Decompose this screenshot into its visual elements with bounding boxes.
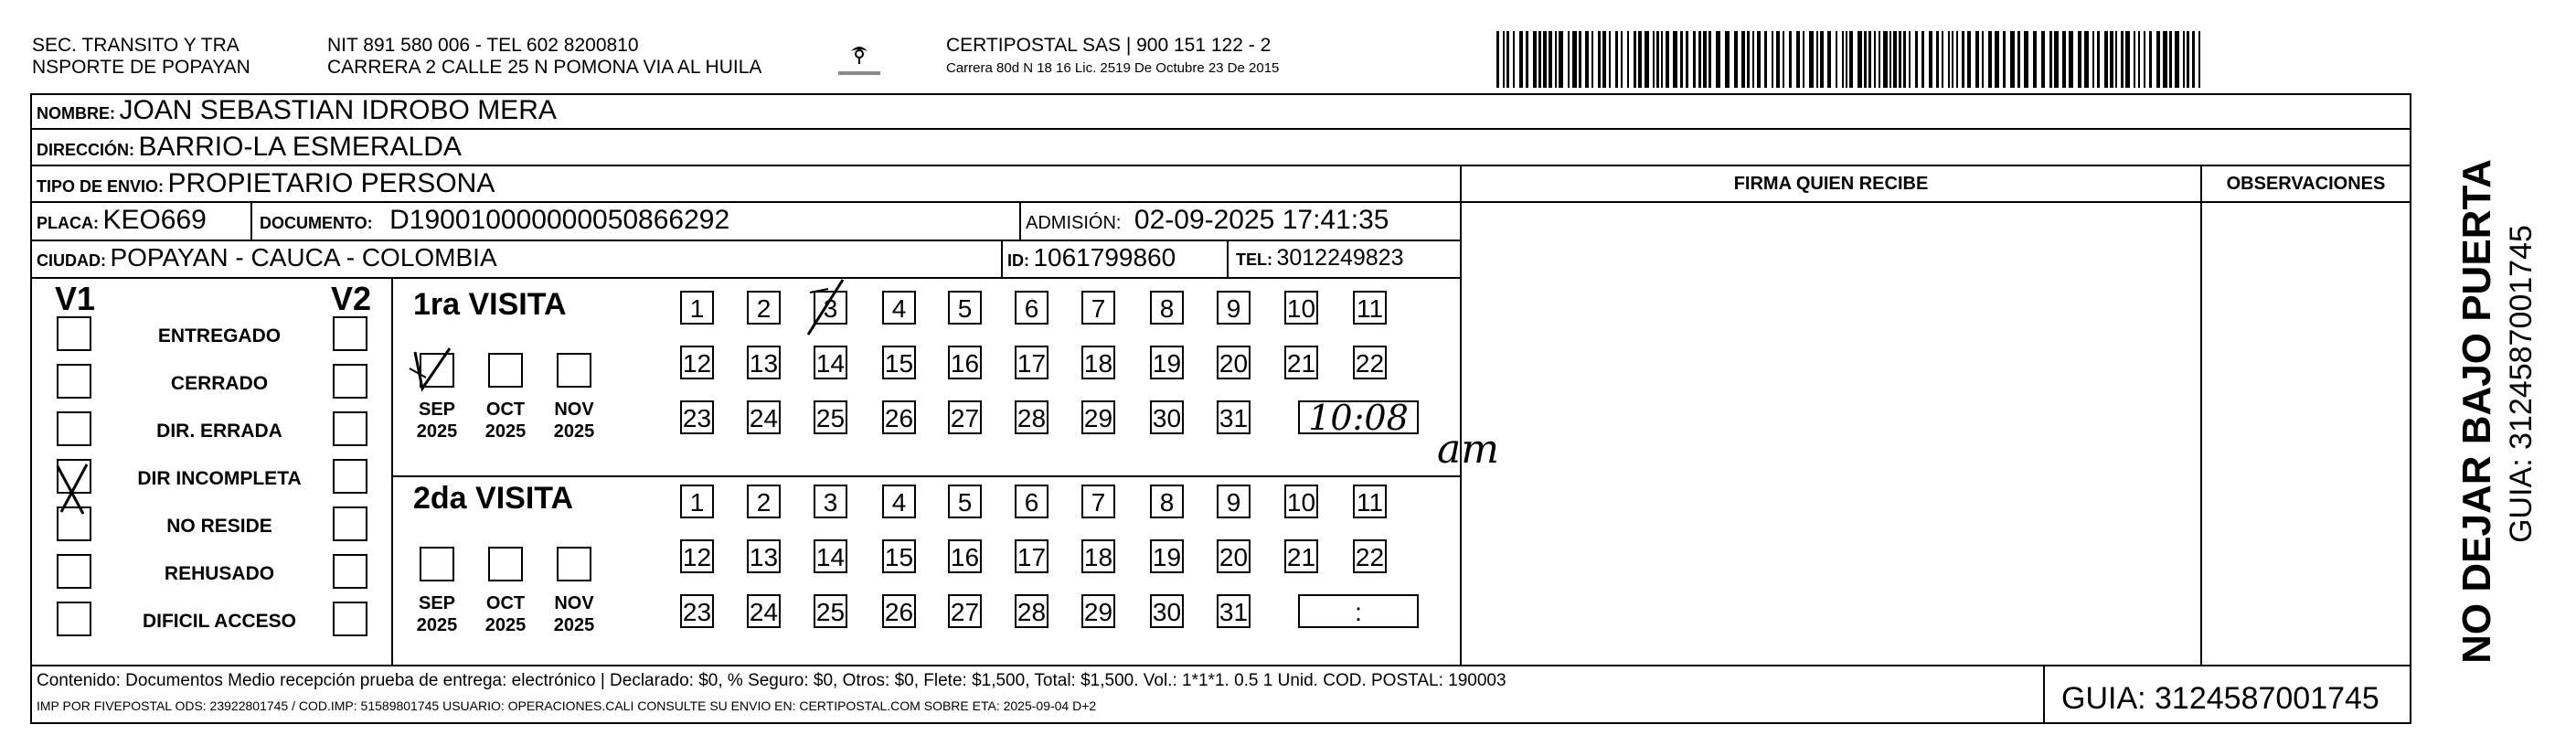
barcode-bar	[1506, 31, 1509, 88]
barcode-bar	[2175, 31, 2179, 88]
barcode-bar	[2097, 31, 2100, 88]
first-visit-day-box[interactable]: 13	[747, 346, 781, 379]
barcode-bar	[1903, 31, 1906, 88]
first-visit-day-box[interactable]: 17	[1015, 346, 1048, 379]
barcode-bar	[1752, 31, 1754, 88]
side-guia: GUIA: 3124587001745	[2504, 225, 2539, 543]
handwritten-check-sep-mark	[402, 343, 457, 398]
v2-label: V2	[331, 280, 372, 317]
barcode-bar	[1555, 31, 1557, 88]
admision-label: ADMISIÓN:	[1026, 213, 1122, 233]
ciudad-field	[37, 242, 497, 278]
barcode-bar	[2138, 31, 2140, 88]
barcode-bar	[1559, 31, 1563, 88]
second-visit-day-box[interactable]: 31	[1217, 594, 1251, 628]
barcode-bar	[2054, 31, 2059, 88]
barcode-bar	[1634, 31, 1636, 88]
tel-label: TEL:	[1236, 250, 1272, 269]
barcode-bar	[1893, 31, 1897, 88]
barcode-bar	[2163, 31, 2167, 88]
first-visit-day-box[interactable]: 7	[1081, 291, 1115, 325]
barcode-bar	[1899, 31, 1901, 88]
first-visit-month-checkbox[interactable]	[488, 353, 523, 388]
sender-nit: NIT 891 580 006 - TEL 602 8200810	[327, 35, 639, 56]
barcode-bar	[1693, 31, 1696, 88]
barcode-bar	[1995, 31, 1999, 88]
second-visit-day-box[interactable]: 2	[747, 485, 781, 518]
status-option-label: DIR INCOMPLETA	[137, 468, 302, 489]
barcode-bar	[2041, 31, 2045, 88]
barcode-bar	[1572, 31, 1577, 88]
barcode-bar	[1889, 31, 1891, 88]
footer-print-line: IMP POR FIVEPOSTAL ODS: 23922801745 / COD.IMP: 51589801745 USUARIO: OPERACIONES.CALI CONSULTE SU ENVIO EN: CERTIPOSTAL.COM SOBRE ETA: 2025-09-04 D+2	[37, 698, 1097, 713]
first-visit-day-box[interactable]: 27	[948, 400, 982, 434]
barcode-bar	[1789, 31, 1792, 88]
barcode-bar	[1962, 31, 1964, 88]
first-visit-day-box[interactable]: 11	[1353, 291, 1387, 325]
no-dejar-bajo-puerta: NO DEJAR BAJO PUERTA	[2454, 159, 2499, 664]
barcode-bar	[1538, 31, 1541, 88]
second-visit-day-box[interactable]: 16	[948, 539, 982, 573]
barcode-bar	[2092, 31, 2094, 88]
barcode-bar	[1579, 31, 1581, 88]
v2-checkbox[interactable]	[333, 316, 367, 351]
company-line: CERTIPOSTAL SAS | 900 151 122 - 2	[946, 35, 1272, 56]
first-visit-month-year: 2025	[553, 421, 595, 442]
barcode-bar	[1883, 31, 1888, 88]
first-visit-day-box[interactable]: 8	[1150, 291, 1184, 325]
tipo-envio-field	[37, 168, 495, 204]
barcode-bar	[1942, 31, 1943, 88]
barcode-bar	[2198, 31, 2200, 88]
ciudad-label: CIUDAD:	[37, 251, 106, 270]
barcode-bar	[1836, 31, 1837, 88]
first-visit-month-name: SEP	[418, 400, 456, 420]
barcode-bar	[1585, 31, 1589, 88]
first-visit-day-box[interactable]: 1	[680, 291, 714, 325]
certipostal-logo-icon	[836, 37, 882, 82]
sender-name-line2: NSPORTE DE POPAYAN	[32, 57, 250, 78]
v2-checkbox[interactable]	[333, 602, 367, 636]
second-visit-day-box[interactable]: 21	[1284, 539, 1318, 573]
barcode-bar	[1513, 31, 1515, 88]
barcode-bar	[2125, 31, 2130, 88]
second-visit-month-year: 2025	[484, 615, 527, 635]
first-visit-day-box[interactable]: 12	[680, 346, 714, 379]
barcode-bar	[2062, 31, 2066, 88]
status-option-label: REHUSADO	[164, 563, 275, 584]
first-visit-day-box[interactable]: 31	[1217, 400, 1251, 434]
second-visit-day-box[interactable]: 25	[814, 594, 847, 628]
barcode	[1496, 31, 2200, 88]
second-visit-month-name: NOV	[554, 593, 594, 613]
v1-checkbox[interactable]	[57, 364, 91, 399]
barcode-bar	[1816, 31, 1818, 88]
first-visit-day-box[interactable]: 14	[814, 346, 847, 379]
v2-checkbox[interactable]	[333, 459, 367, 494]
first-visit-day-box[interactable]: 4	[882, 291, 916, 325]
barcode-bar	[1638, 31, 1642, 88]
barcode-bar	[1666, 31, 1669, 88]
second-visit-month-name: SEP	[418, 593, 456, 613]
barcode-bar	[1948, 31, 1950, 88]
nombre-value: JOAN SEBASTIAN IDROBO MERA	[119, 95, 557, 125]
second-visit-day-box[interactable]: 6	[1015, 485, 1048, 518]
barcode-bar	[1849, 31, 1853, 88]
second-visit-title: 2da VISITA	[413, 481, 574, 516]
status-option-label: CERRADO	[170, 373, 269, 394]
barcode-bar	[1956, 31, 1958, 88]
direccion-field	[37, 132, 462, 167]
first-visit-day-box[interactable]: 6	[1015, 291, 1048, 325]
barcode-bar	[1915, 31, 1918, 88]
barcode-bar	[1496, 31, 1499, 88]
first-visit-day-box[interactable]: 5	[948, 291, 982, 325]
v1-checkbox[interactable]	[57, 554, 91, 589]
handwritten-am: am	[1437, 426, 1499, 473]
barcode-bar	[1820, 31, 1824, 88]
barcode-bar	[1803, 31, 1804, 88]
second-visit-day-box[interactable]: 3	[814, 485, 847, 518]
first-visit-month-year: 2025	[484, 421, 527, 442]
barcode-bar	[1846, 31, 1847, 88]
barcode-bar	[1929, 31, 1932, 88]
v2-checkbox[interactable]	[333, 554, 367, 589]
documento-value: D190010000000050866292	[389, 205, 730, 235]
barcode-bar	[1868, 31, 1871, 88]
status-option-label: NO RESIDE	[166, 516, 272, 537]
barcode-bar	[1952, 31, 1953, 88]
admision-value: 02-09-2025 17:41:35	[1134, 205, 1389, 235]
first-visit-day-box[interactable]: 19	[1150, 346, 1184, 379]
barcode-bar	[2187, 31, 2189, 88]
barcode-bar	[2121, 31, 2124, 88]
barcode-bar	[1568, 31, 1570, 88]
barcode-bar	[1879, 31, 1880, 88]
barcode-bar	[1842, 31, 1844, 88]
second-visit-day-box[interactable]: 11	[1353, 485, 1387, 518]
barcode-bar	[2110, 31, 2113, 88]
footer-content-line: Contenido: Documentos Medio recepción prueba de entrega: electrónico | Declarado: $0, % Seguro: $0, Otros: $0, Flete: $1,500, Total: $1,500. Vol.: 1*1*1. 0.5 1 Unid. COD. POSTAL: 190003	[37, 671, 1506, 690]
barcode-bar	[1757, 31, 1761, 88]
second-visit-month-year: 2025	[553, 615, 595, 635]
barcode-bar	[1602, 31, 1606, 88]
barcode-bar	[1598, 31, 1601, 88]
barcode-bar	[2003, 31, 2006, 88]
barcode-bar	[1857, 31, 1862, 88]
second-visit-day-box[interactable]: 9	[1217, 485, 1251, 518]
first-visit-title: 1ra VISITA	[413, 287, 567, 322]
barcode-bar	[1921, 31, 1924, 88]
barcode-bar	[1653, 31, 1655, 88]
tipo-envio-label: TIPO DE ENVIO:	[37, 177, 165, 196]
barcode-bar	[1680, 31, 1683, 88]
sender-name-line1: SEC. TRANSITO Y TRA	[32, 35, 240, 56]
second-visit-month-year: 2025	[416, 615, 458, 635]
barcode-bar	[1975, 31, 1979, 88]
first-visit-day-box[interactable]: 20	[1217, 346, 1251, 379]
barcode-bar	[1543, 31, 1547, 88]
admision-field	[1026, 205, 1389, 240]
barcode-bar	[1708, 31, 1711, 88]
barcode-bar	[2156, 31, 2160, 88]
second-visit-day-box[interactable]: 27	[948, 594, 982, 628]
second-visit-day-box[interactable]: 17	[1015, 539, 1048, 573]
second-visit-day-box[interactable]: 28	[1015, 594, 1048, 628]
barcode-bar	[1874, 31, 1876, 88]
barcode-bar	[1967, 31, 1971, 88]
second-visit-day-box[interactable]: 15	[882, 539, 916, 573]
second-visit-month-checkbox[interactable]	[488, 547, 523, 581]
barcode-bar	[1716, 31, 1720, 88]
barcode-bar	[2010, 31, 2015, 88]
barcode-bar	[2115, 31, 2117, 88]
barcode-bar	[1703, 31, 1707, 88]
placa-label: PLACA:	[37, 214, 99, 232]
observaciones-area[interactable]	[2202, 201, 2410, 665]
sender-address: CARRERA 2 CALLE 25 N POMONA VIA AL HUILA	[327, 57, 762, 78]
second-visit-day-box[interactable]: 10	[1284, 485, 1318, 518]
placa-field	[37, 205, 207, 240]
barcode-bar	[1533, 31, 1537, 88]
first-visit-day-box[interactable]: 29	[1081, 400, 1115, 434]
documento-label: DOCUMENTO:	[260, 214, 373, 232]
barcode-bar	[1609, 31, 1611, 88]
barcode-bar	[1809, 31, 1814, 88]
barcode-bar	[2149, 31, 2152, 88]
barcode-bar	[1503, 31, 1505, 88]
second-visit-day-box[interactable]: 29	[1081, 594, 1115, 628]
barcode-bar	[1725, 31, 1730, 88]
barcode-bar	[1982, 31, 1984, 88]
v1-checkbox[interactable]	[57, 411, 91, 446]
barcode-bar	[2144, 31, 2145, 88]
second-visit-month-name: OCT	[485, 593, 526, 613]
status-option-label: DIFICIL ACCESO	[142, 611, 296, 632]
barcode-bar	[1764, 31, 1767, 88]
ciudad-value: POPAYAN - CAUCA - COLOMBIA	[110, 243, 497, 272]
second-visit-day-box[interactable]: 22	[1353, 539, 1387, 573]
documento-field	[260, 205, 729, 240]
barcode-bar	[2169, 31, 2172, 88]
id-field	[1007, 242, 1176, 278]
barcode-bar	[1827, 31, 1831, 88]
second-visit-day-box[interactable]: 1	[680, 485, 714, 518]
barcode-bar	[1936, 31, 1939, 88]
v2-checkbox[interactable]	[333, 364, 367, 399]
first-visit-day-box[interactable]: 25	[814, 400, 847, 434]
placa-value: KEO669	[102, 205, 207, 235]
license-line: Carrera 80d N 18 16 Lic. 2519 De Octubre 23 De 2015	[946, 60, 1280, 76]
second-visit-day-box[interactable]: 14	[814, 539, 847, 573]
second-visit-day-box[interactable]: 13	[747, 539, 781, 573]
first-visit-day-box[interactable]: 28	[1015, 400, 1048, 434]
id-value: 1061799860	[1033, 243, 1176, 272]
handwritten-cross-dir-incompleta-mark	[50, 457, 96, 521]
barcode-bar	[2049, 31, 2052, 88]
barcode-bar	[1988, 31, 1992, 88]
barcode-bar	[1741, 31, 1745, 88]
barcode-bar	[1686, 31, 1688, 88]
tipo-envio-value: PROPIETARIO PERSONA	[167, 168, 495, 198]
second-visit-day-box[interactable]: 23	[680, 594, 714, 628]
first-visit-day-box[interactable]: 21	[1284, 346, 1318, 379]
footer-guia: GUIA: 3124587001745	[2061, 681, 2379, 716]
barcode-bar	[1661, 31, 1663, 88]
tel-field	[1236, 242, 1404, 277]
second-visit-day-box[interactable]: 20	[1217, 539, 1251, 573]
second-visit-day-box[interactable]: 19	[1150, 539, 1184, 573]
first-visit-day-box[interactable]: 9	[1217, 291, 1251, 325]
second-visit-day-box[interactable]: 8	[1150, 485, 1184, 518]
firma-area[interactable]	[1462, 201, 2200, 665]
barcode-bar	[1698, 31, 1701, 88]
barcode-bar	[1776, 31, 1780, 88]
barcode-bar	[1549, 31, 1552, 88]
barcode-bar	[2192, 31, 2195, 88]
barcode-bar	[1519, 31, 1523, 88]
barcode-bar	[1615, 31, 1618, 88]
first-visit-day-box[interactable]: 22	[1353, 346, 1387, 379]
second-visit-month-checkbox[interactable]	[557, 547, 591, 581]
second-visit-day-box[interactable]: 12	[680, 539, 714, 573]
first-visit-day-box[interactable]: 2	[747, 291, 781, 325]
first-visit-day-box[interactable]: 30	[1150, 400, 1184, 434]
nombre-label: NOMBRE:	[37, 104, 115, 123]
first-visit-month-year: 2025	[416, 421, 458, 442]
second-visit-day-box[interactable]: 26	[882, 594, 916, 628]
barcode-bar	[2134, 31, 2135, 88]
second-visit-month-checkbox[interactable]	[420, 547, 454, 581]
barcode-bar	[2104, 31, 2108, 88]
first-visit-day-box[interactable]: 23	[680, 400, 714, 434]
status-option-label: DIR. ERRADA	[156, 421, 282, 442]
firma-header: FIRMA QUIEN RECIBE	[1733, 174, 1929, 194]
first-visit-day-box[interactable]: 3	[814, 291, 847, 325]
second-visit-day-box[interactable]: 4	[882, 485, 916, 518]
second-visit-day-box[interactable]: 18	[1081, 539, 1115, 573]
first-visit-day-box[interactable]: 15	[882, 346, 916, 379]
first-visit-month-name: NOV	[554, 400, 594, 420]
barcode-bar	[2069, 31, 2073, 88]
second-visit-time-box[interactable]: :	[1298, 594, 1419, 628]
v1-label: V1	[55, 280, 96, 317]
barcode-bar	[1526, 31, 1528, 88]
handwritten-cross-day3-mark	[803, 276, 848, 338]
second-visit-day-box[interactable]: 7	[1081, 485, 1115, 518]
barcode-bar	[1783, 31, 1784, 88]
barcode-bar	[2078, 31, 2081, 88]
second-visit-day-box[interactable]: 30	[1150, 594, 1184, 628]
direccion-value: BARRIO-LA ESMERALDA	[138, 132, 462, 162]
first-visit-month-name: OCT	[485, 400, 526, 420]
barcode-bar	[2084, 31, 2089, 88]
barcode-bar	[2024, 31, 2028, 88]
id-label: ID:	[1007, 251, 1029, 270]
status-option-label: ENTREGADO	[157, 325, 282, 346]
first-visit-time-box[interactable]: 10:08	[1298, 400, 1419, 434]
v1-checkbox[interactable]	[57, 602, 91, 636]
barcode-bar	[1747, 31, 1750, 88]
second-visit-day-box[interactable]: 24	[747, 594, 781, 628]
nombre-field	[37, 95, 557, 131]
direccion-label: DIRECCIÓN:	[37, 141, 134, 159]
first-visit-month-checkbox[interactable]	[557, 353, 591, 388]
observaciones-header: OBSERVACIONES	[2226, 174, 2386, 194]
barcode-bar	[1627, 31, 1629, 88]
v2-checkbox[interactable]	[333, 506, 367, 541]
barcode-bar	[1673, 31, 1677, 88]
first-visit-day-box[interactable]: 18	[1081, 346, 1115, 379]
barcode-bar	[1864, 31, 1867, 88]
v1-checkbox[interactable]	[57, 316, 91, 351]
barcode-bar	[1772, 31, 1773, 88]
v2-checkbox[interactable]	[333, 411, 367, 446]
first-visit-day-box[interactable]: 16	[948, 346, 982, 379]
first-visit-day-box[interactable]: 24	[747, 400, 781, 434]
second-visit-day-box[interactable]: 5	[948, 485, 982, 518]
barcode-bar	[1734, 31, 1738, 88]
barcode-bar	[2033, 31, 2037, 88]
barcode-bar	[1645, 31, 1649, 88]
barcode-bar	[1621, 31, 1623, 88]
first-visit-day-box[interactable]: 26	[882, 400, 916, 434]
barcode-bar	[2017, 31, 2020, 88]
barcode-bar	[1656, 31, 1659, 88]
barcode-bar	[1909, 31, 1911, 88]
tel-value: 3012249823	[1276, 245, 1404, 271]
barcode-bar	[1796, 31, 1800, 88]
barcode-bar	[1591, 31, 1593, 88]
first-visit-day-box[interactable]: 10	[1284, 291, 1318, 325]
barcode-bar	[2183, 31, 2185, 88]
